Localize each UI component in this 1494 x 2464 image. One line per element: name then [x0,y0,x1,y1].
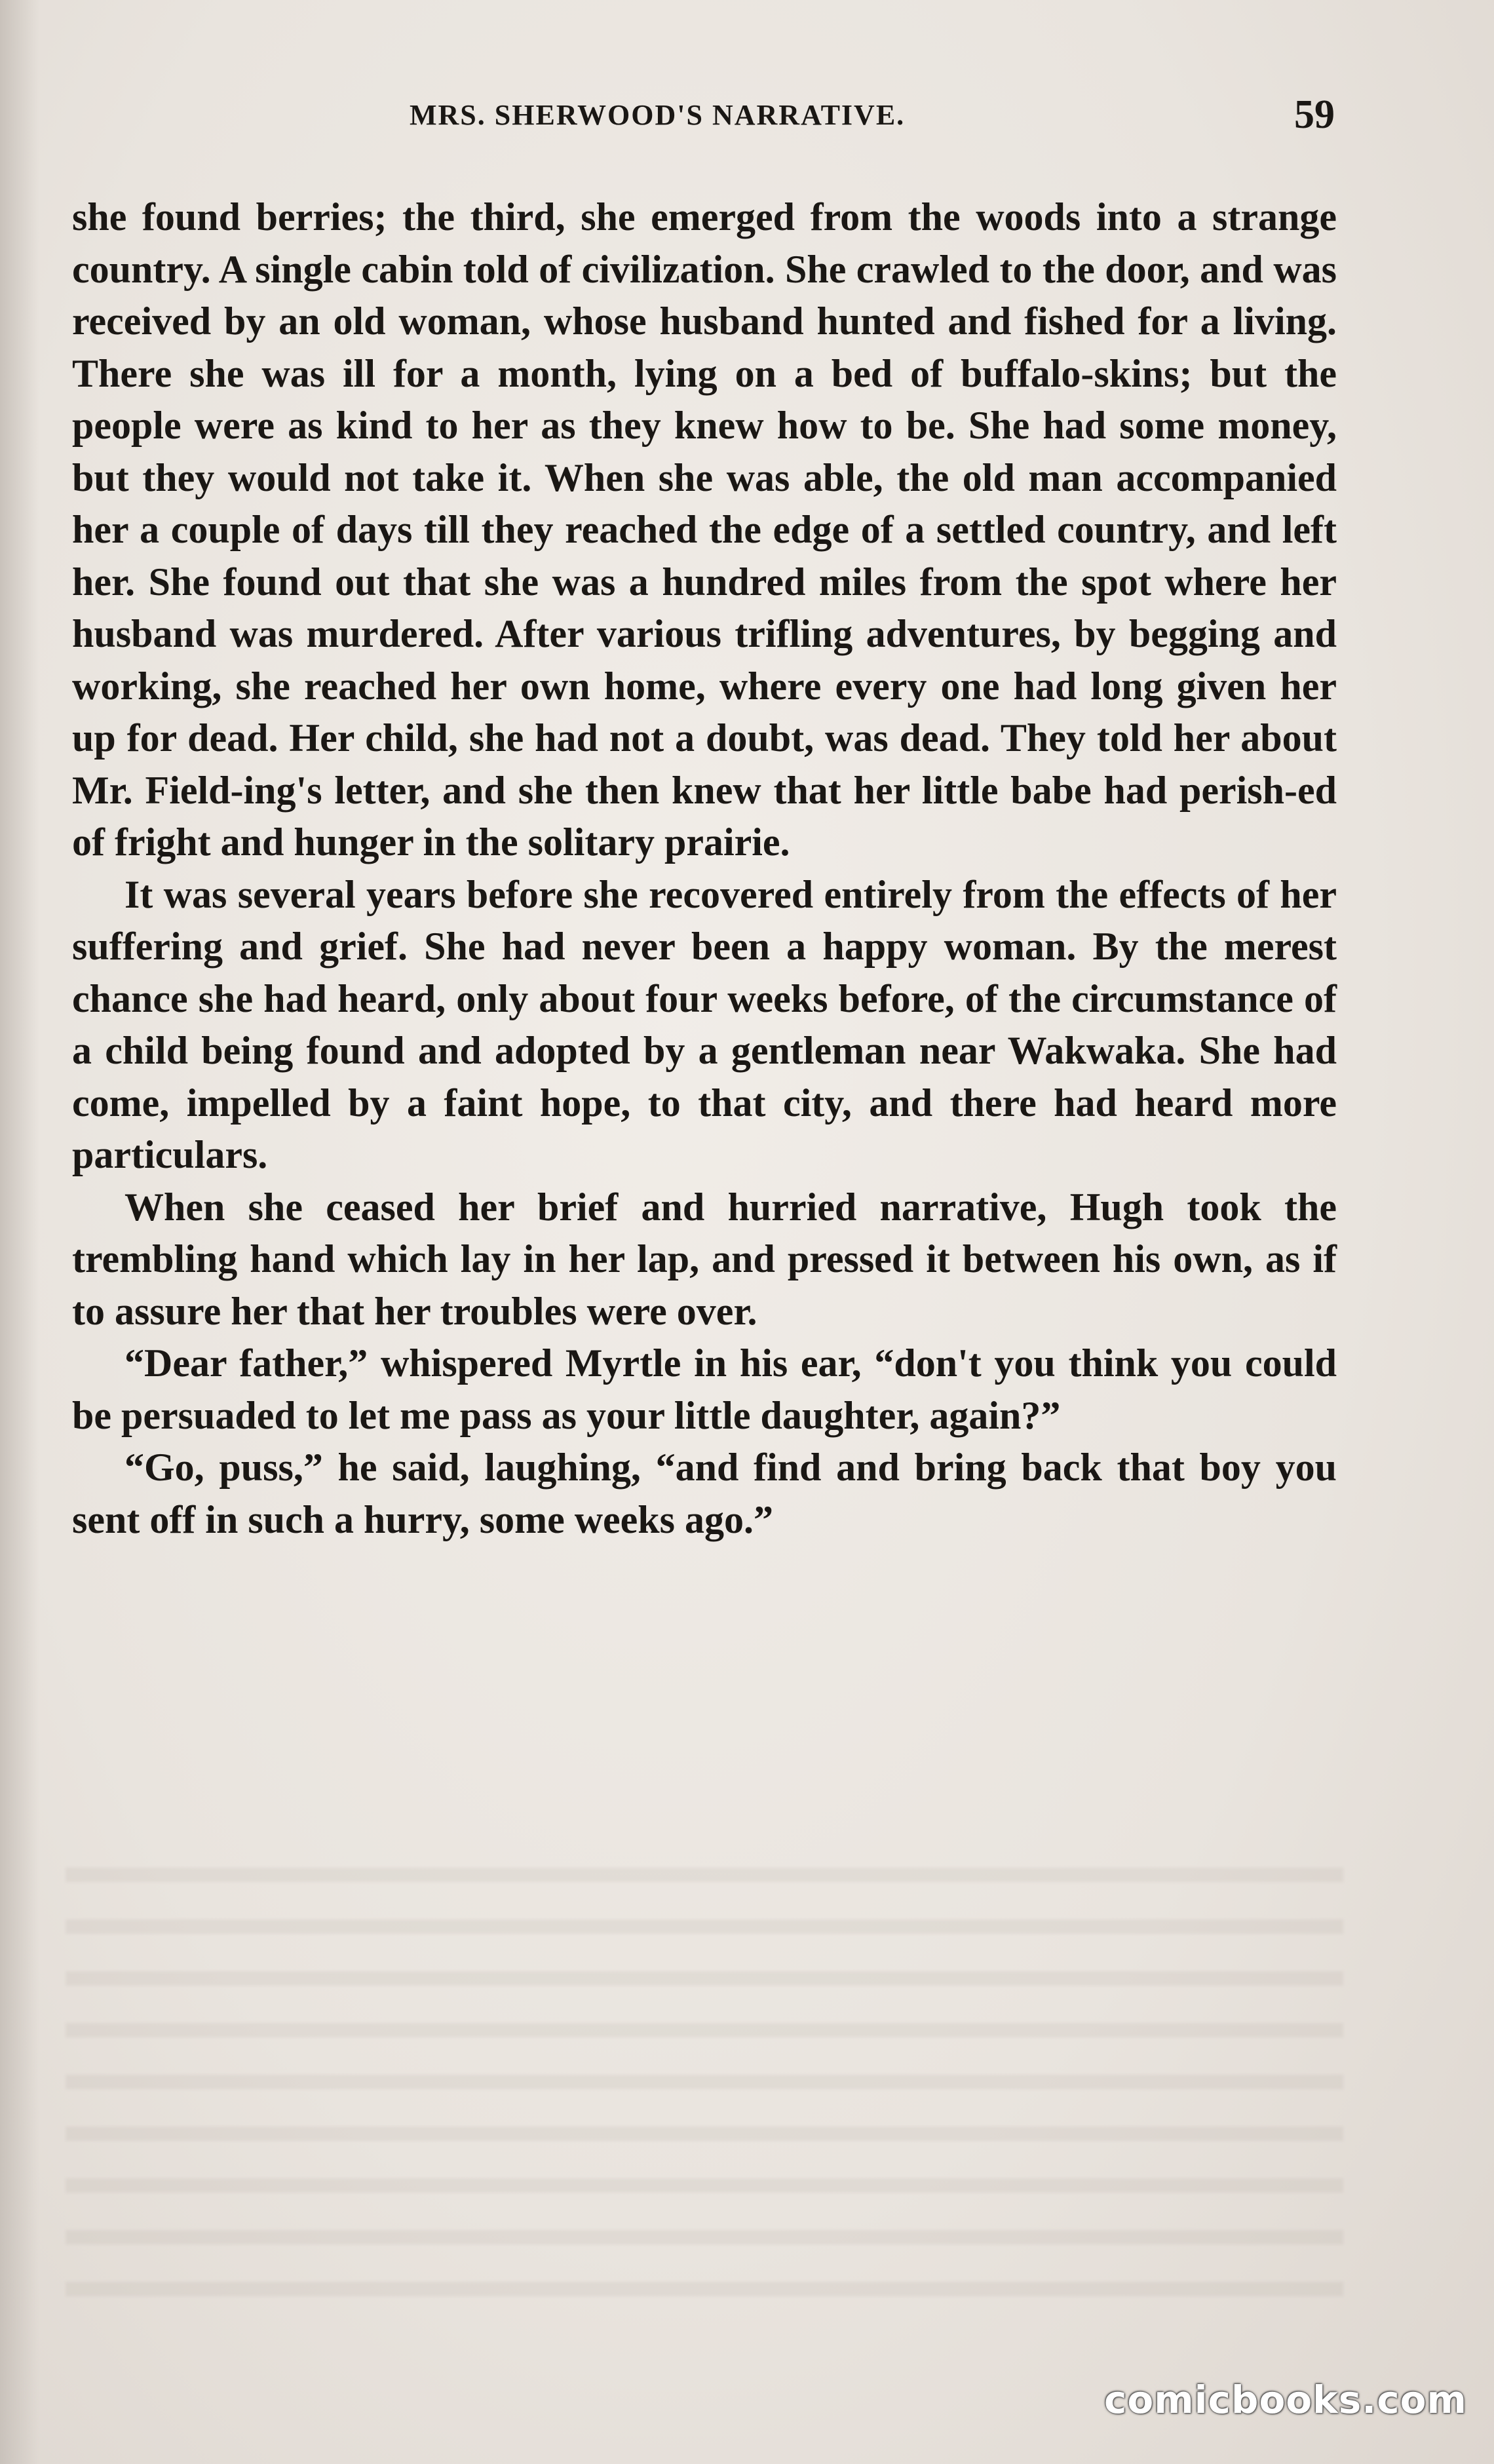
show-through-text [66,1848,1343,2307]
running-head: MRS. SHERWOOD'S NARRATIVE. [410,99,906,131]
paragraph-5: “Go, puss,” he said, laughing, “and find and bring back that boy you sent off in such a hurry, some weeks ago.” [72,1446,1337,1541]
body-text [72,191,1337,1546]
paragraph-1: she found berries; the third, she emerged from the woods into a strange country. A single cabin told of civilization. She crawled to the door, and was received by an old woman, whose husband hunted and fished for a living. There she was ill for a month, lying on a bed of buffalo-skins; but the people were as kind to her as they knew how to be. She had some money, but they would not take it. When she was able, the old man accompanied her a couple of days till they reached the edge of a settled country, and left her. She found out that she was a hundred miles from the spot where her husband was murdered. After various trifling adventures, by begging and working, she reached her own home, where every one had long given her up for dead. Her child, she had not a doubt, was dead. They told her about Mr. Field-ing's letter, and she then knew that her little babe had perish-ed of fright and hunger in the solitary prairie. [72,195,1337,864]
paragraph-2: It was several years before she recovered entirely from the effects of her suffering and grief. She had never been a happy woman. By the merest chance she had heard, only about four weeks before, of the circumstance of a child being found and adopted by a gentleman near Wakwaka. She had come, impelled by a faint hope, to that city, and there had heard more particulars. [72,872,1337,1176]
paragraph-3: When she ceased her brief and hurried narrative, Hugh took the trembling hand which lay in her lap, and pressed it between his own, as if to assure her that her troubles were over. [72,1185,1337,1333]
watermark: comicbooks.com [1104,2377,1467,2422]
page-header [0,92,1494,138]
paragraph-4: “Dear father,” whispered Myrtle in his ear, “don't you think you could be persuaded to let me pass as your little daughter, again?” [72,1341,1337,1437]
page-number: 59 [1294,92,1335,137]
page-gutter-shadow [0,0,39,2464]
